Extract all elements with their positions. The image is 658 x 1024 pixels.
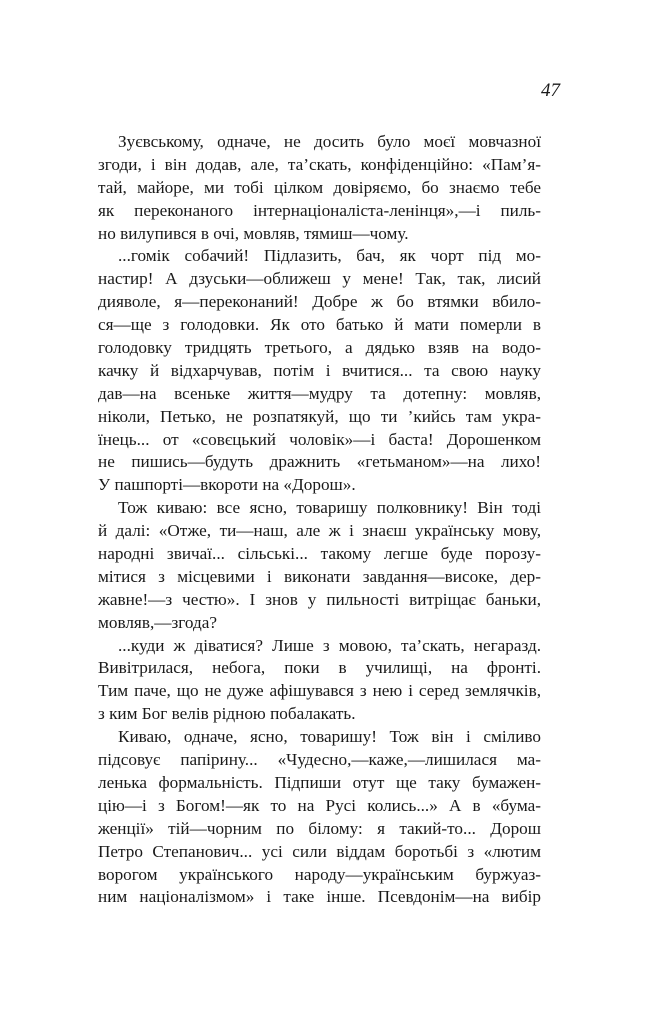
text-line: дияволе, я—переконаний! Добре ж бо втямки вбило- (98, 292, 541, 312)
text-line: народні звичаї... сільські... такому легше буде порозу- (98, 544, 541, 564)
text-line: Зуєвському, одначе, не досить було моєї мовчазної (118, 132, 541, 151)
text-line: но вилупився в очі, мовляв, тямиш—чому. (98, 223, 409, 243)
text-line: не пишись—будуть дражнить «гетьманом»—на лихо! (98, 452, 541, 472)
text-line: з ким Бог велів рідною побалакать. (98, 704, 356, 724)
text-line: У пашпорті—вкороти на «Дорош». (98, 475, 356, 495)
text-line: їнець... от «совєцький чоловік»—і баста! Дорошенком (98, 429, 541, 449)
text-line: ленька формальність. Підпиши отут ще таку бумажен- (98, 772, 541, 792)
text-line: Тим паче, що не дуже афішувався з нею і серед землячків, (98, 681, 541, 701)
text-line: мовляв,—згода? (98, 612, 217, 632)
text-line: підсовує папірину... «Чудесно,—каже,—лишилася ма- (98, 750, 541, 770)
text-line: мітися з місцевими і виконати завдання—високе, дер- (98, 566, 541, 586)
text-line: ворогом українського народу—українським буржуаз- (98, 864, 541, 884)
page-number: 47 (541, 80, 560, 101)
text-line: дав—на всеньке життя—мудру та дотепну: мовляв, (98, 383, 541, 403)
text-line: голодовку тридцять третього, а дядько взяв на водо- (98, 338, 541, 358)
text-line: качку й відхарчував, потім і вчитися... та свою науку (98, 360, 541, 380)
text-line: згоди, і він додав, але, та’скать, конфіденційно: «Пам’я- (98, 154, 541, 174)
text-line: тай, майоре, ми тобі цілком довіряємо, бо знаємо тебе (98, 177, 541, 197)
text-line: цію—і з Богом!—як то на Русі колись...» А в «бума- (98, 795, 541, 815)
text-line: як переконаного інтернаціоналіста-ленінця»,—і пиль- (98, 200, 541, 220)
text-line: настир! А дзуськи—оближеш у мене! Так, так, лисий (98, 269, 541, 289)
text-line: Петро Степанович... усі сили віддам боротьбі з «лютим (98, 841, 541, 861)
text-line: ся—ще з голодовки. Як ото батько й мати померли в (98, 315, 541, 335)
text-line: Тож киваю: все ясно, товаришу полковнику! Він тоді (118, 498, 541, 518)
text-line: й далі: «Отже, ти—наш, але ж і знаєш українську мову, (98, 521, 541, 541)
text-line: ...гомік собачий! Підлазить, бач, як чорт під мо- (118, 246, 541, 266)
text-line: Вивітрилася, небога, поки в училищі, на фронті. (98, 658, 541, 678)
text-line: ...куди ж діватися? Лише з мовою, та’скать, негаразд. (118, 635, 541, 655)
text-line: жавне!—з честю». І знов у пильності витріщає баньки, (98, 589, 541, 609)
text-line: ним націоналізмом» і таке інше. Псевдонім—на вибір (98, 887, 541, 907)
text-line: женції» тій—чорним по білому: я такий-то... Дорош (98, 818, 541, 838)
body-text (98, 131, 541, 909)
text-line: ніколи, Петько, не розпатякуй, що ти ’кийсь там укра- (98, 406, 541, 426)
text-line: Киваю, одначе, ясно, товаришу! Тож він і сміливо (118, 727, 541, 747)
